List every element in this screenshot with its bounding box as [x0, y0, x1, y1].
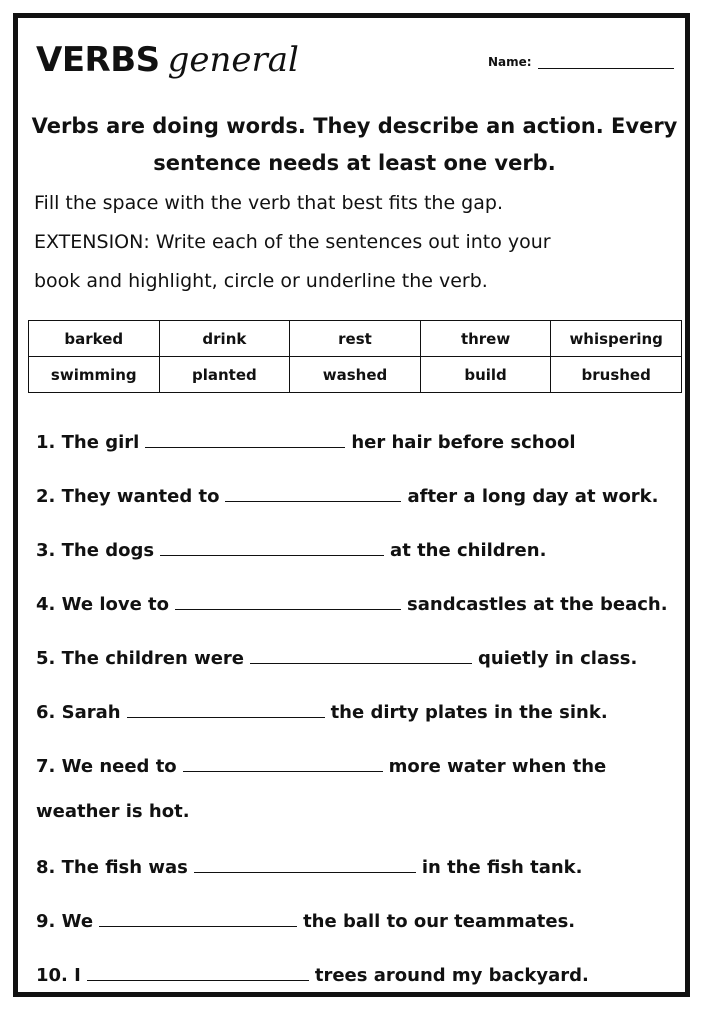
answer-blank-6[interactable]: [127, 697, 325, 718]
question-4: 4. We love to sandcastles at the beach.: [36, 589, 668, 617]
word-bank-table: [28, 320, 682, 393]
word-bank-cell: drink: [159, 321, 290, 357]
question-5: 5. The children were quietly in class.: [36, 643, 637, 671]
intro-line-1: Verbs are doing words. They describe an action. Every: [31, 114, 678, 138]
word-bank-cell: build: [420, 357, 551, 393]
instruction-line-3: book and highlight, circle or underline the verb.: [34, 270, 488, 292]
question-3: 3. The dogs at the children.: [36, 535, 546, 563]
worksheet-title: [36, 40, 299, 90]
question-1: 1. The girl her hair before school: [36, 427, 576, 455]
answer-blank-5[interactable]: [250, 643, 472, 664]
answer-blank-1[interactable]: [145, 427, 345, 448]
answer-blank-7[interactable]: [183, 751, 383, 772]
answer-blank-2[interactable]: [225, 481, 401, 502]
question-2: 2. They wanted to after a long day at work.: [36, 481, 659, 509]
word-bank-cell: brushed: [551, 357, 682, 393]
answer-blank-10[interactable]: [87, 960, 309, 981]
word-bank-cell: whispering: [551, 321, 682, 357]
name-blank-line[interactable]: [538, 54, 674, 69]
question-8: 8. The fish was in the fish tank.: [36, 852, 582, 880]
intro-line-2: sentence needs at least one verb.: [153, 151, 556, 175]
word-bank-cell: planted: [159, 357, 290, 393]
word-bank-cell: washed: [290, 357, 421, 393]
question-9: 9. We the ball to our teammates.: [36, 906, 575, 934]
answer-blank-4[interactable]: [175, 589, 401, 610]
answer-blank-3[interactable]: [160, 535, 384, 556]
answer-blank-8[interactable]: [194, 852, 416, 873]
word-bank-row: [29, 357, 682, 393]
instruction-line-1: Fill the space with the verb that best fits the gap.: [34, 192, 503, 214]
question-7-continuation: weather is hot.: [36, 801, 190, 822]
word-bank-cell: barked: [29, 321, 160, 357]
question-6: 6. Sarah the dirty plates in the sink.: [36, 697, 608, 725]
instruction-line-2: EXTENSION: Write each of the sentences out into your: [34, 231, 551, 253]
question-10: 10. I trees around my backyard.: [36, 960, 589, 988]
word-bank-cell: swimming: [29, 357, 160, 393]
name-label: Name:: [488, 55, 532, 69]
question-7: 7. We need to more water when the: [36, 751, 606, 779]
word-bank-row: [29, 321, 682, 357]
word-bank-cell: threw: [420, 321, 551, 357]
intro-text: [30, 108, 679, 182]
answer-blank-9[interactable]: [99, 906, 297, 927]
title-verbs: VERBS: [36, 40, 160, 80]
name-field: [488, 54, 674, 69]
word-bank-cell: rest: [290, 321, 421, 357]
instructions: [34, 184, 674, 301]
title-general: general: [167, 40, 299, 80]
